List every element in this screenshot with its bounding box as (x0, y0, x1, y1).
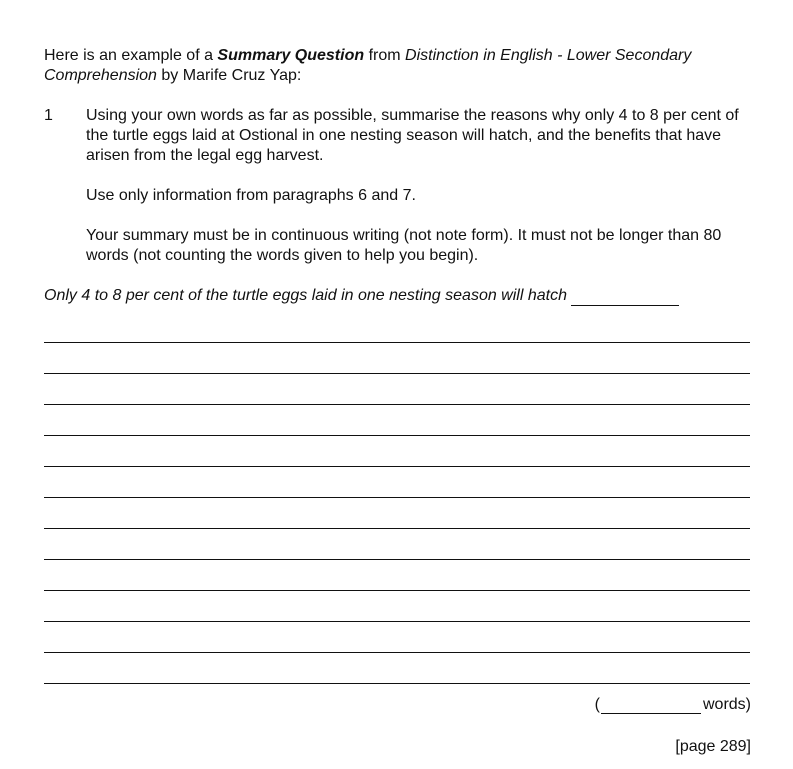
summary-question-label: Summary Question (217, 47, 365, 64)
answer-line[interactable] (44, 373, 750, 404)
answer-line[interactable] (44, 466, 750, 497)
question-number: 1 (44, 107, 53, 124)
word-count-blank[interactable] (601, 699, 701, 714)
summary-starter (44, 286, 752, 306)
word-count-open-paren: ( (594, 696, 600, 713)
page-reference: [page 289] (675, 738, 751, 755)
question-source-note: Use only information from paragraphs 6 and 7. (86, 187, 416, 204)
answer-line[interactable] (44, 497, 750, 528)
word-count (595, 696, 751, 714)
answer-line[interactable] (44, 528, 750, 559)
answer-line[interactable] (44, 435, 750, 466)
answer-line[interactable] (44, 652, 750, 683)
word-count-label: words) (702, 696, 751, 713)
intro-part3: by Marife Cruz Yap: (156, 67, 302, 84)
answer-line[interactable] (44, 342, 750, 373)
starter-text: Only 4 to 8 per cent of the turtle eggs laid in one nesting season will hatch (44, 287, 567, 304)
intro-part2: from (364, 47, 406, 64)
intro-part1: Here is an example of a (44, 47, 218, 64)
question-format-note: Your summary must be in continuous writing (not note form). It must not be longer than 80 words (not counting the words given to help you begin). (86, 227, 722, 264)
answer-line[interactable] (44, 559, 750, 590)
question-instruction: Using your own words as far as possible, summarise the reasons why only 4 to 8 per cent of the turtle eggs laid at Ostional in one nesting season will hatch, and the benefits that have arisen from the legal egg harvest. (86, 107, 739, 164)
answer-line[interactable] (44, 404, 750, 435)
question-block (44, 106, 752, 266)
question-body (86, 106, 746, 266)
intro-text (44, 46, 752, 86)
answer-lines (44, 342, 750, 714)
document-page (44, 46, 752, 306)
answer-line[interactable] (44, 590, 750, 621)
book-title: Distinction in English - Lower Secondary Comprehension (44, 47, 692, 84)
answer-line[interactable] (44, 621, 750, 652)
starter-answer-blank[interactable] (571, 291, 679, 306)
